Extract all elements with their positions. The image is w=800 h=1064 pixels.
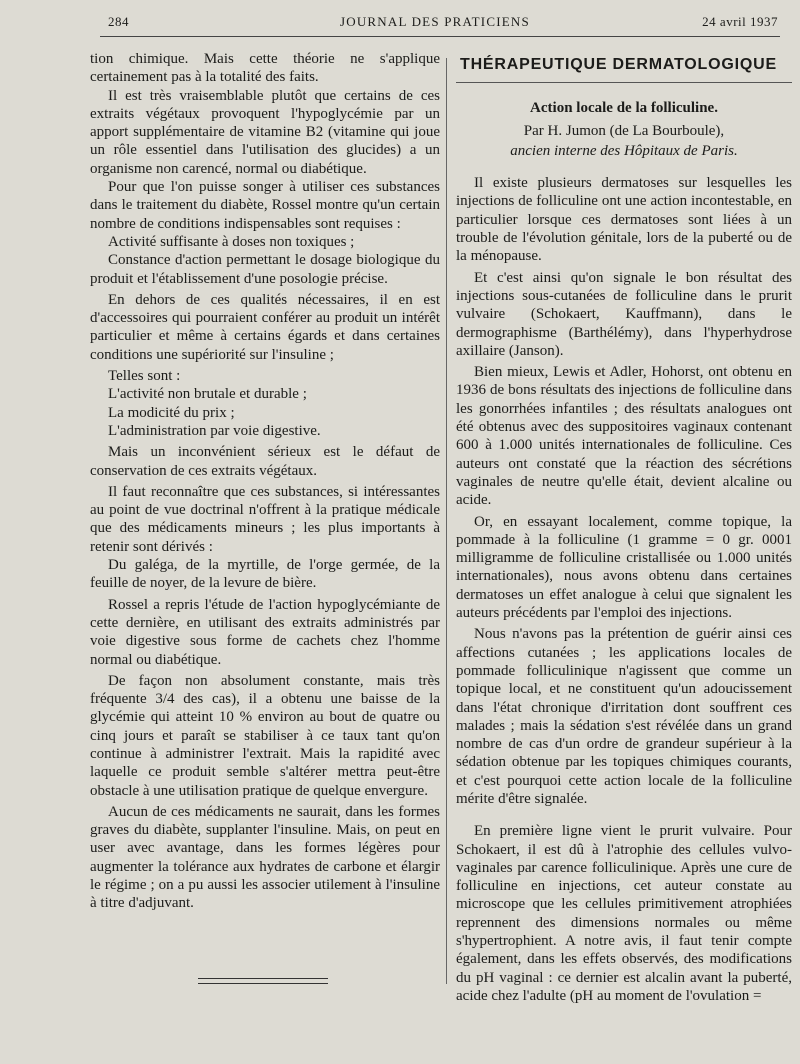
header-rule xyxy=(100,36,780,37)
paragraph: Mais un inconvénient sérieux est le défaut de conservation de ces extraits végétaux. xyxy=(90,444,440,479)
paragraph: Il est très vraisemblable plutôt que certains de ces extraits végétaux provoquent l'hypoglycémie par un apport supplémentaire de vitamine B2 (vitamine qui joue un rôle essentiel dans l'utilisation des glucides) a un organisme non carencé, normal ou diabétique. xyxy=(90,87,440,177)
author-affiliation: ancien interne des Hôpitaux de Paris. xyxy=(510,142,738,159)
section-title: THÉRAPEUTIQUE DERMATOLOGIQUE xyxy=(460,56,777,73)
column-divider xyxy=(446,58,447,984)
list-item: L'activité non brutale et durable ; xyxy=(108,386,307,403)
paragraph: Telles sont : xyxy=(108,368,181,385)
paragraph: De façon non absolument constante, mais très fréquente 3/4 des cas), il a obtenu une baisse de la glycémie qui atteint 10 % environ au bout de quatre ou cinq jours et paraît se stabiliser à ce taux tant qu'on continue à administrer l'extrait. Mais la rapidité avec laquelle ce produit semble s'altérer mettra peut-être obstacle à une utilisation pratique de quelque envergure. xyxy=(90,672,440,799)
article-author: Par H. Jumon (de La Bourboule), xyxy=(523,122,725,139)
paragraph: Et c'est ainsi qu'on signale le bon résultat des injections sous-cutanées de folliculine dans le prurit vulvaire (Schokaert, Kauffmann), dans le dermographisme (Barthélémy), dans l'hyperhydrose axillaire (Janson). xyxy=(456,269,792,359)
right-column xyxy=(456,50,792,1005)
section-rule xyxy=(456,82,792,83)
article-title: Action locale de la folliculine. xyxy=(530,100,718,117)
paragraph: Pour que l'on puisse songer à utiliser ces substances dans le traitement du diabète, Rossel montre qu'un certain nombre de conditions indispensables sont requises : xyxy=(90,179,440,232)
left-column xyxy=(90,50,440,913)
journal-title: JOURNAL DES PRATICIENS xyxy=(340,14,530,29)
list-item: Activité suffisante à doses non toxiques ; xyxy=(108,233,355,250)
paragraph: tion chimique. Mais cette théorie ne s'applique certainement pas à la totalité des faits. xyxy=(90,51,440,86)
paragraph: Il faut reconnaître que ces substances, si intéressantes au point de vue doctrinal n'offrent à la pratique médicale que des médicaments mineurs ; les plus importants à retenir sont dérivés : xyxy=(90,483,440,555)
paragraph: Il existe plusieurs dermatoses sur lesquelles les injections de folliculine ont une action incontestable, en particulier lorsque ces dermatoses sont liées à un trouble de l'évolution génitale, lors de la puberté ou de la ménopause. xyxy=(456,175,792,265)
paragraph: Rossel a repris l'étude de l'action hypoglycémiante de cette dernière, en utilisant des extraits administrés par voie digestive sous forme de cachets chez l'homme normal ou diabétique. xyxy=(90,596,440,668)
paragraph: En première ligne vient le prurit vulvaire. Pour Schokaert, il est dû à l'atrophie des cellules vulvo-vaginales par carence folliculinique. Après une cure de folliculine en injections, cet auteur constate au microscope que les cellules primitivement atrophiées reprennent des dimensions normales ou même s'hypertrophient. A notre avis, il faut tenir compte également, dans les effets observés, des modifications du pH vaginal : ce dernier est alcalin avant la puberté, acide chez l'adulte (pH au moment de l'ovulation = xyxy=(456,823,792,1004)
article-end-rule xyxy=(198,978,328,984)
page-number: 284 xyxy=(108,14,129,29)
list-item: L'administration par voie digestive. xyxy=(108,422,321,439)
paragraph: Aucun de ces médicaments ne saurait, dans les formes graves du diabète, supplanter l'insuline. Mais, on peut en user avec avantage, dans les formes légères pour augmenter la tolérance aux hydrates de carbone et élargir le régime ; on a pu aussi les associer utilement à l'insuline à titre d'adjuvant. xyxy=(90,803,440,912)
paragraph: Nous n'avons pas la prétention de guérir ainsi ces affections cutanées ; les applications locales de pommade folliculinique n'agissent que comme un topique local, et ne constituent qu'un adoucissement dans l'état chronique d'irritation dont souffrent ces malades ; mais la sédation s'est révélée dans un grand nombre de cas d'un ordre de grandeur supérieur à la sédation obtenue par les topiques chimiques courants, et c'est pourquoi cette action locale de la folliculine mérite d'être signalée. xyxy=(456,626,792,807)
paragraph: Bien mieux, Lewis et Adler, Hohorst, ont obtenu en 1936 de bons résultats des injections de folliculine dans les gonorrhées infantiles ; des résultats analogues ont été obtenus avec des suppositoires vaginaux contenant 600 à 1.000 unités internationales de folliculine. Ces auteurs ont constaté que la réaction des sécrétions vaginales de neutre qu'elle était, devient alcaline ou acide. xyxy=(456,364,792,509)
running-header xyxy=(70,14,800,34)
list-item: La modicité du prix ; xyxy=(108,404,235,421)
paragraph: Du galéga, de la myrtille, de l'orge germée, de la feuille de noyer, de la levure de bière. xyxy=(90,557,440,592)
paragraph: En dehors de ces qualités nécessaires, il en est d'accessoires qui pourraient conférer au produit un intérêt particulier et même à certains égards et dans certaines conditions une supériorité sur l'insuline ; xyxy=(90,291,440,363)
list-item: Constance d'action permettant le dosage biologique du produit et l'établissement d'une posologie précise. xyxy=(90,252,440,287)
paragraph: Or, en essayant localement, comme topique, la pommade à la folliculine (1 gramme = 0 gr. 0001 milligramme de folliculine cristallisée ou 1.000 unités internationales), nous avons obtenu dans certaines dermatoses un effet analogue à celui que signalent les auteurs précédents par l'emploi des injections. xyxy=(456,513,792,622)
issue-date: 24 avril 1937 xyxy=(702,14,778,29)
